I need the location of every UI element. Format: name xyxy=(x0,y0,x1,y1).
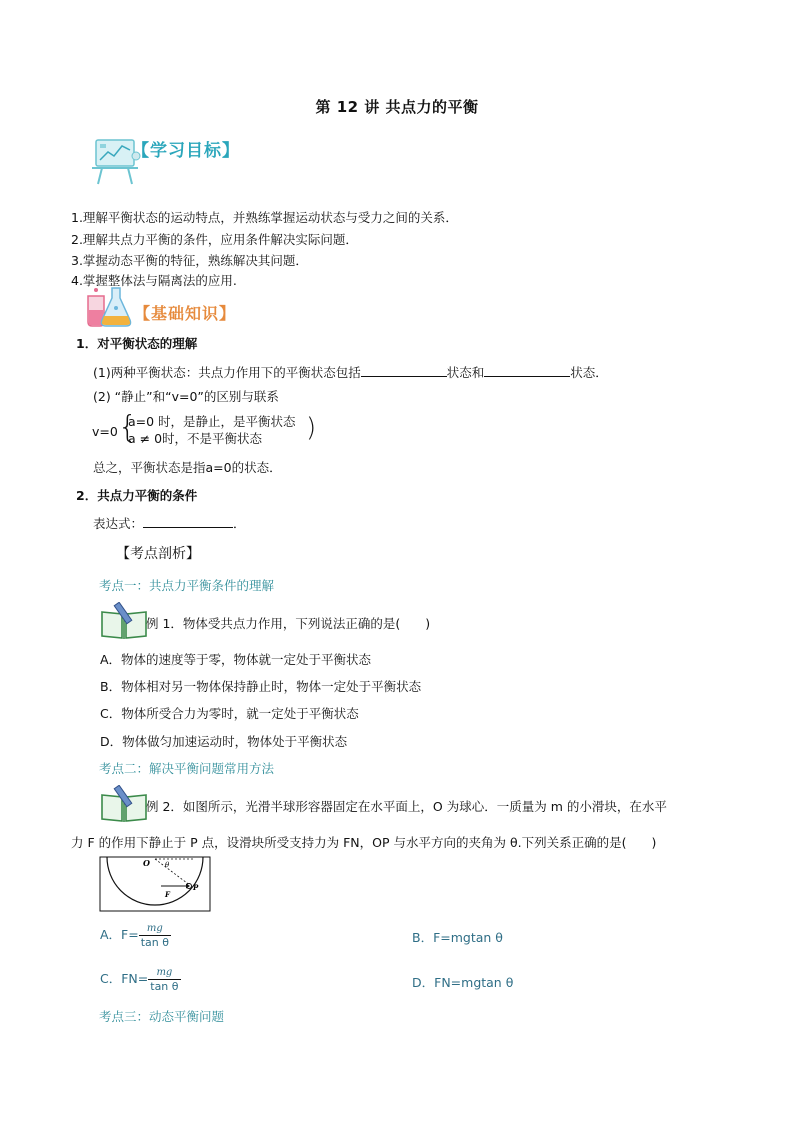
ex2-option-b: B．F=mgtan θ xyxy=(412,930,503,945)
ex1-option-c: C．物体所受合力为零时，就一定处于平衡状态 xyxy=(100,706,359,721)
item1a-post: 状态． xyxy=(570,365,608,380)
lab-flask-icon xyxy=(82,282,138,328)
section-heading-basics: 【基础知识】 xyxy=(134,304,237,323)
basics-item1-title: 1．对平衡状态的理解 xyxy=(76,336,198,351)
goal-item-1: 1.理解平衡状态的运动特点，并熟练掌握运动状态与受力之间的关系． xyxy=(71,210,458,225)
figure-label-theta: θ xyxy=(165,861,170,869)
analysis-heading: 【考点剖析】 xyxy=(116,546,200,562)
basics-summary: 总之，平衡状态是指a=0的状态． xyxy=(93,460,282,475)
point-2: 考点二：解决平衡问题常用方法 xyxy=(99,761,275,776)
goal-item-3: 3.掌握动态平衡的特征，熟练解决其问题． xyxy=(71,253,308,268)
ex2-option-c-fraction xyxy=(148,966,180,993)
ex2-option-c-den: tan θ xyxy=(150,980,179,993)
item1a-mid: 状态和 xyxy=(446,365,485,380)
left-brace: { xyxy=(118,410,138,445)
ex1-option-a: A．物体的速度等于零，物体就一定处于平衡状态 xyxy=(100,652,372,667)
expr-end: ． xyxy=(233,516,246,531)
right-paren: ) xyxy=(306,413,317,443)
basics-item1-b: (2) “静止”和“v=0”的区别与联系 xyxy=(93,389,279,404)
basics-item1-a xyxy=(93,363,608,381)
goal-item-4: 4.掌握整体法与隔离法的应用. xyxy=(71,273,237,288)
ex2-option-a-num: mg xyxy=(139,922,171,936)
goal-item-2: 2.理解共点力平衡的条件，应用条件解决实际问题． xyxy=(71,232,358,247)
ex1-option-b: B．物体相对另一物体保持静止时，物体一定处于平衡状态 xyxy=(100,679,422,694)
example-1-question: 例 1．物体受共点力作用，下列说法正确的是( ) xyxy=(146,616,431,631)
expression-line xyxy=(93,514,246,532)
expr-label: 表达式： xyxy=(93,516,144,531)
ex2-option-c-num: mg xyxy=(148,966,180,980)
figure-label-P: P xyxy=(193,883,199,892)
figure-label-O: O xyxy=(143,858,150,868)
blank-2 xyxy=(484,363,570,377)
ex2-option-a xyxy=(100,922,171,949)
basics-item2-title: 2．共点力平衡的条件 xyxy=(76,488,198,503)
item1a-pre: (1)两种平衡状态：共点力作用下的平衡状态包括 xyxy=(93,365,361,380)
page-title: 第 12 讲 共点力的平衡 xyxy=(315,98,479,116)
hemisphere-figure xyxy=(99,856,211,912)
point-1: 考点一：共点力平衡条件的理解 xyxy=(99,578,275,593)
example-2-line1: 例 2．如图所示，光滑半球形容器固定在水平面上，O 为球心．一质量为 m 的小滑块，在水平 xyxy=(146,799,667,814)
case-1: a=0 时，是静止，是平衡状态 xyxy=(128,414,296,429)
expr-blank xyxy=(143,514,233,528)
ex2-option-c xyxy=(100,966,181,993)
open-book-pencil-icon xyxy=(100,785,148,823)
point-3: 考点三：动态平衡问题 xyxy=(99,1009,225,1024)
ex2-option-c-label: C．FN= xyxy=(100,971,149,986)
ex2-option-a-label: A．F= xyxy=(100,927,139,942)
figure-label-F: F xyxy=(165,890,170,899)
ex1-option-d: D．物体做匀加速运动时，物体处于平衡状态 xyxy=(100,734,348,749)
blank-1 xyxy=(361,363,447,377)
section-heading-goals: 【学习目标】 xyxy=(132,141,240,161)
ex2-option-a-fraction xyxy=(139,922,171,949)
ex2-option-d: D．FN=mgtan θ xyxy=(412,975,514,990)
open-book-pencil-icon xyxy=(100,602,148,640)
ex2-option-a-den: tan θ xyxy=(140,936,169,949)
case-2: a ≠ 0时，不是平衡状态 xyxy=(128,431,263,446)
example-2-line2: 力 F 的作用下静止于 P 点，设滑块所受支持力为 FN，OP 与水平方向的夹角为 θ.下列关系正确的是( ) xyxy=(71,835,657,850)
v-zero-label: v=0 xyxy=(92,424,118,439)
